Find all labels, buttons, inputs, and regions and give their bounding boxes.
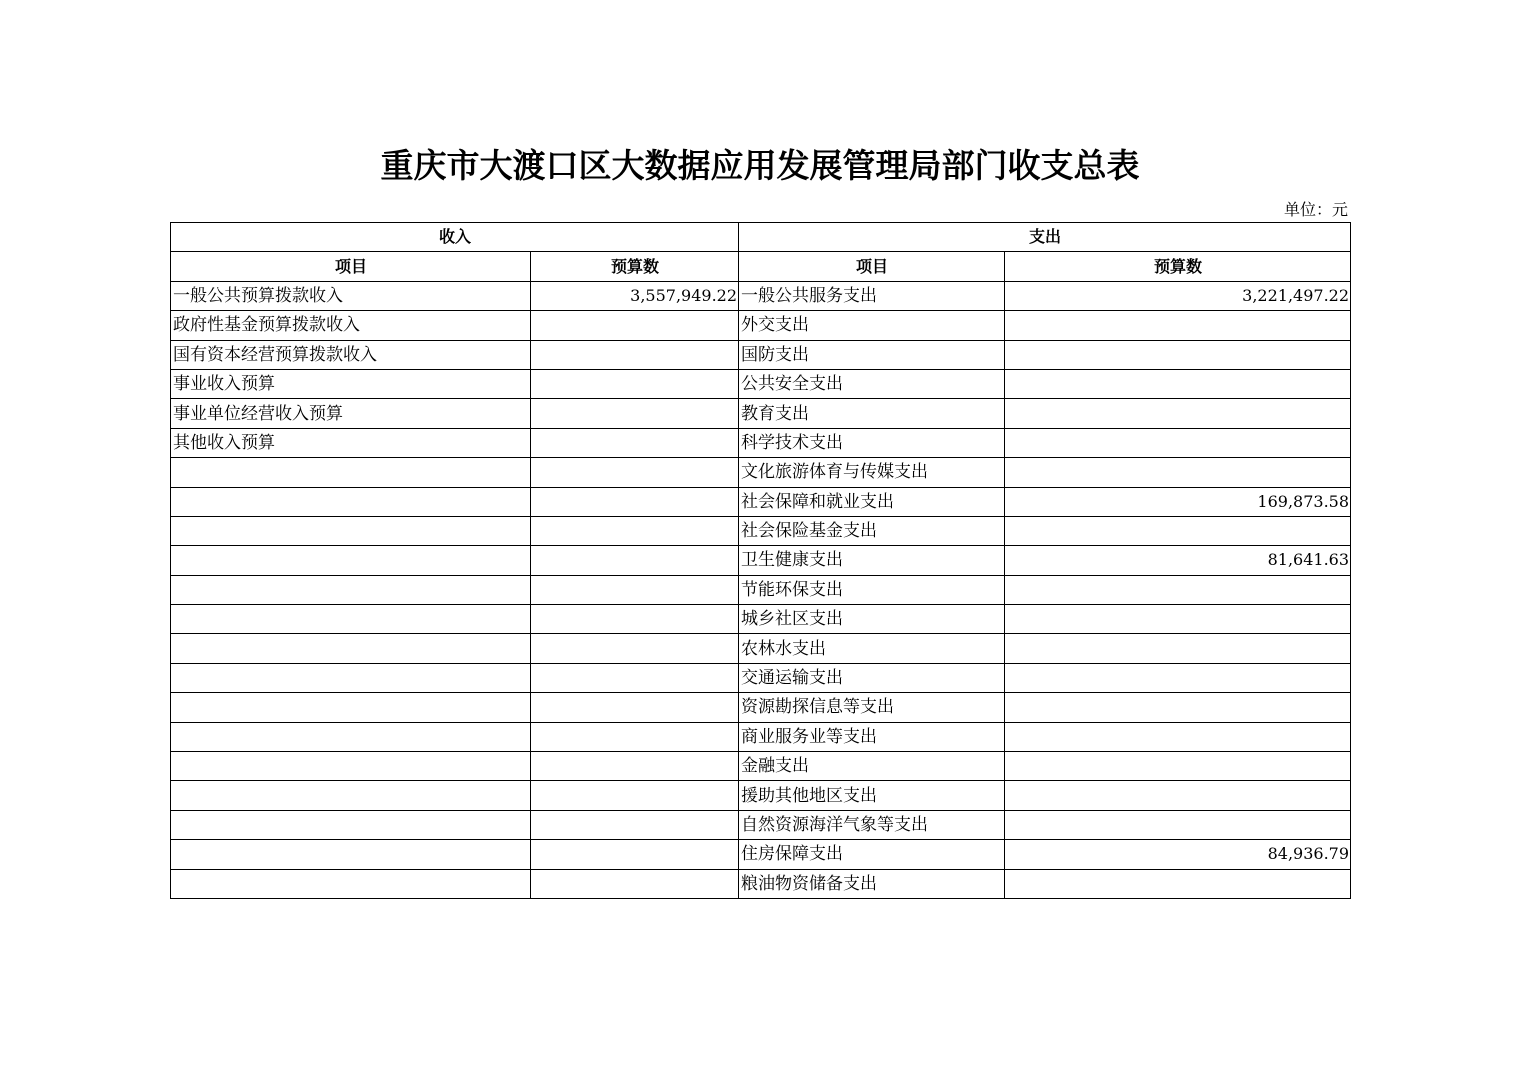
income-item-cell xyxy=(171,869,531,898)
table-row xyxy=(171,281,1351,310)
income-amount-cell: 3,557,949.22 xyxy=(531,281,739,310)
income-amount-cell xyxy=(531,311,739,340)
income-item-cell xyxy=(171,693,531,722)
expense-item-cell: 社会保障和就业支出 xyxy=(739,487,1005,516)
expense-amount-cell xyxy=(1005,428,1351,457)
table-row xyxy=(171,575,1351,604)
income-amount-cell xyxy=(531,752,739,781)
expense-item-cell: 一般公共服务支出 xyxy=(739,281,1005,310)
table-row xyxy=(171,722,1351,751)
table-row xyxy=(171,840,1351,869)
table-row xyxy=(171,693,1351,722)
expense-amount-cell: 169,873.58 xyxy=(1005,487,1351,516)
income-group-header: 收入 xyxy=(171,223,739,252)
expense-item-cell: 公共安全支出 xyxy=(739,369,1005,398)
table-row xyxy=(171,340,1351,369)
income-item-header: 项目 xyxy=(171,252,531,281)
income-budget-header: 预算数 xyxy=(531,252,739,281)
expense-item-cell: 交通运输支出 xyxy=(739,663,1005,692)
expense-item-cell: 城乡社区支出 xyxy=(739,605,1005,634)
expense-amount-cell: 84,936.79 xyxy=(1005,840,1351,869)
table-row xyxy=(171,516,1351,545)
expense-item-cell: 教育支出 xyxy=(739,399,1005,428)
expense-amount-cell: 81,641.63 xyxy=(1005,546,1351,575)
table-row xyxy=(171,458,1351,487)
expense-amount-cell xyxy=(1005,663,1351,692)
expense-item-cell: 自然资源海洋气象等支出 xyxy=(739,810,1005,839)
expense-amount-cell xyxy=(1005,810,1351,839)
income-item-cell xyxy=(171,487,531,516)
income-amount-cell xyxy=(531,575,739,604)
expense-amount-cell xyxy=(1005,752,1351,781)
unit-label: 单位：元 xyxy=(1283,200,1348,219)
table-row xyxy=(171,781,1351,810)
expense-item-cell: 社会保险基金支出 xyxy=(739,516,1005,545)
expense-amount-cell xyxy=(1005,340,1351,369)
expense-item-cell: 外交支出 xyxy=(739,311,1005,340)
expense-item-header: 项目 xyxy=(739,252,1005,281)
table-group-header-row xyxy=(171,223,1351,252)
expense-item-cell: 住房保障支出 xyxy=(739,840,1005,869)
page-title: 重庆市大渡口区大数据应用发展管理局部门收支总表 xyxy=(380,146,1140,185)
table-row xyxy=(171,752,1351,781)
income-item-cell xyxy=(171,840,531,869)
income-amount-cell xyxy=(531,810,739,839)
expense-item-cell: 卫生健康支出 xyxy=(739,546,1005,575)
income-item-cell: 一般公共预算拨款收入 xyxy=(171,281,531,310)
table-body xyxy=(171,281,1351,898)
income-amount-cell xyxy=(531,840,739,869)
table-row xyxy=(171,810,1351,839)
expense-amount-cell xyxy=(1005,575,1351,604)
table-row xyxy=(171,487,1351,516)
income-amount-cell xyxy=(531,605,739,634)
expense-group-header: 支出 xyxy=(739,223,1351,252)
expense-amount-cell xyxy=(1005,693,1351,722)
expense-item-cell: 资源勘探信息等支出 xyxy=(739,693,1005,722)
income-amount-cell xyxy=(531,340,739,369)
expense-amount-cell xyxy=(1005,634,1351,663)
expense-budget-header: 预算数 xyxy=(1005,252,1351,281)
expense-item-cell: 援助其他地区支出 xyxy=(739,781,1005,810)
income-amount-cell xyxy=(531,399,739,428)
income-amount-cell xyxy=(531,516,739,545)
income-item-cell xyxy=(171,605,531,634)
table-row xyxy=(171,546,1351,575)
expense-amount-cell xyxy=(1005,458,1351,487)
expense-item-cell: 农林水支出 xyxy=(739,634,1005,663)
budget-summary-table xyxy=(170,222,1351,899)
expense-amount-cell: 3,221,497.22 xyxy=(1005,281,1351,310)
income-amount-cell xyxy=(531,634,739,663)
income-amount-cell xyxy=(531,869,739,898)
expense-amount-cell xyxy=(1005,722,1351,751)
income-item-cell xyxy=(171,722,531,751)
table-row xyxy=(171,399,1351,428)
income-item-cell: 其他收入预算 xyxy=(171,428,531,457)
income-item-cell: 国有资本经营预算拨款收入 xyxy=(171,340,531,369)
income-item-cell xyxy=(171,810,531,839)
expense-item-cell: 国防支出 xyxy=(739,340,1005,369)
expense-item-cell: 节能环保支出 xyxy=(739,575,1005,604)
expense-amount-cell xyxy=(1005,869,1351,898)
expense-item-cell: 金融支出 xyxy=(739,752,1005,781)
income-item-cell xyxy=(171,634,531,663)
income-amount-cell xyxy=(531,693,739,722)
expense-amount-cell xyxy=(1005,781,1351,810)
income-amount-cell xyxy=(531,546,739,575)
income-item-cell xyxy=(171,516,531,545)
income-item-cell xyxy=(171,781,531,810)
table-row xyxy=(171,869,1351,898)
expense-item-cell: 粮油物资储备支出 xyxy=(739,869,1005,898)
table-column-header-row xyxy=(171,252,1351,281)
income-item-cell xyxy=(171,663,531,692)
expense-amount-cell xyxy=(1005,311,1351,340)
income-item-cell: 政府性基金预算拨款收入 xyxy=(171,311,531,340)
income-amount-cell xyxy=(531,722,739,751)
income-item-cell xyxy=(171,752,531,781)
income-item-cell xyxy=(171,575,531,604)
income-amount-cell xyxy=(531,663,739,692)
table-row xyxy=(171,663,1351,692)
income-amount-cell xyxy=(531,369,739,398)
table-row xyxy=(171,311,1351,340)
income-item-cell xyxy=(171,458,531,487)
table-row xyxy=(171,634,1351,663)
expense-amount-cell xyxy=(1005,605,1351,634)
expense-item-cell: 商业服务业等支出 xyxy=(739,722,1005,751)
income-amount-cell xyxy=(531,781,739,810)
income-item-cell xyxy=(171,546,531,575)
income-item-cell: 事业收入预算 xyxy=(171,369,531,398)
income-item-cell: 事业单位经营收入预算 xyxy=(171,399,531,428)
expense-item-cell: 文化旅游体育与传媒支出 xyxy=(739,458,1005,487)
expense-amount-cell xyxy=(1005,516,1351,545)
expense-amount-cell xyxy=(1005,369,1351,398)
table-row xyxy=(171,605,1351,634)
income-amount-cell xyxy=(531,428,739,457)
income-amount-cell xyxy=(531,487,739,516)
expense-item-cell: 科学技术支出 xyxy=(739,428,1005,457)
expense-amount-cell xyxy=(1005,399,1351,428)
income-amount-cell xyxy=(531,458,739,487)
table-row xyxy=(171,428,1351,457)
table-row xyxy=(171,369,1351,398)
